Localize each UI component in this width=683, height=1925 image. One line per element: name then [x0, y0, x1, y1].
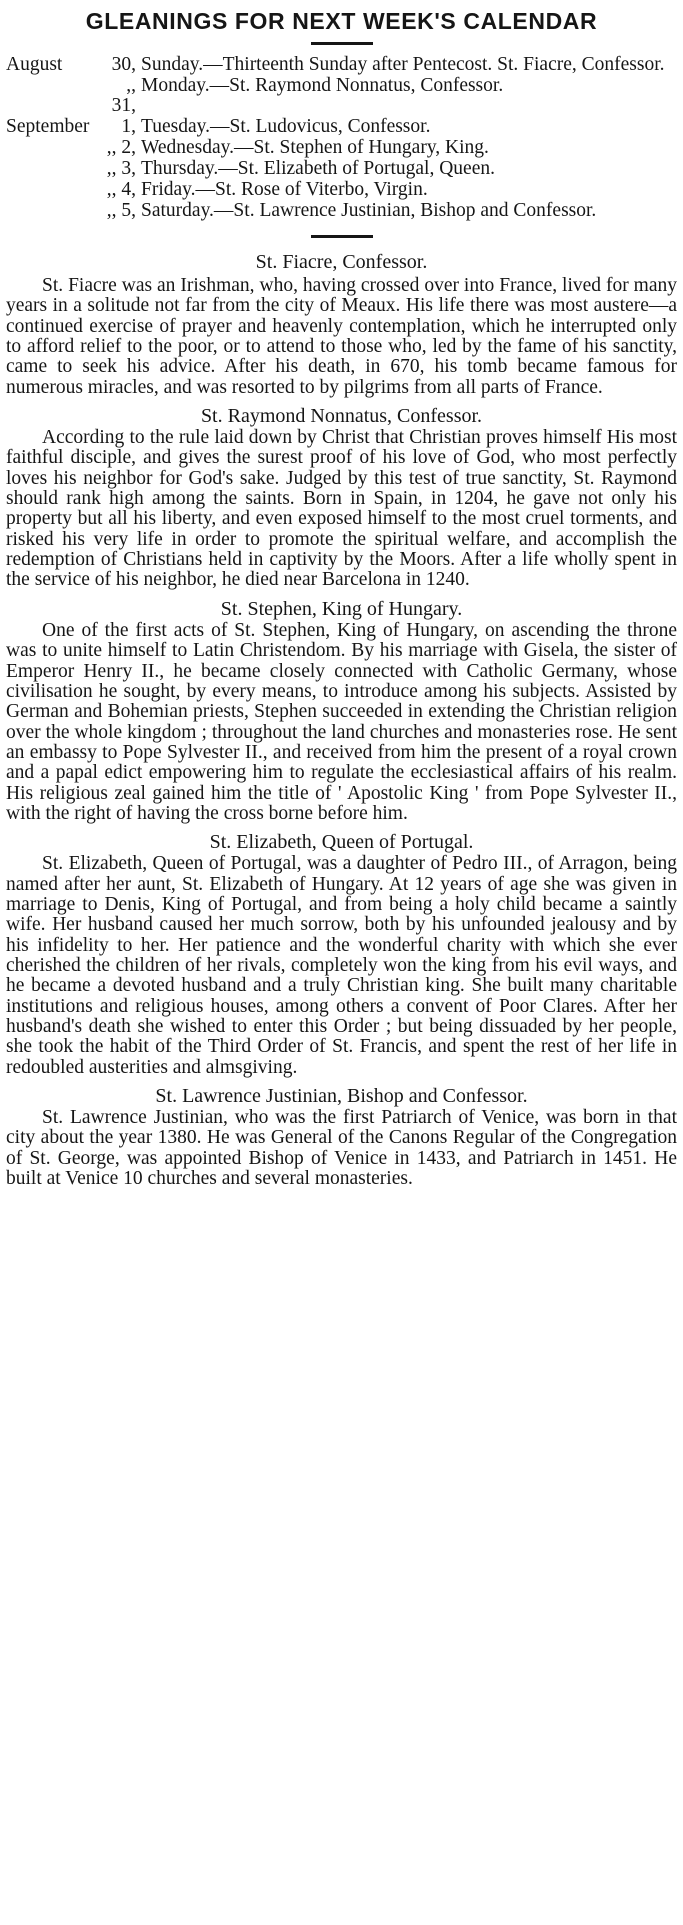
calendar-month: [6, 180, 102, 200]
calendar-day: 30,: [111, 54, 136, 75]
calendar-day: ,, 31,: [111, 75, 136, 116]
calendar-entry: [6, 117, 677, 137]
calendar-text: Saturday.—St. Lawrence Justinian, Bishop and Confessor.: [141, 200, 597, 221]
article-st-elizabeth: [6, 830, 677, 1078]
calendar-month: [6, 201, 102, 221]
calendar-text: Thursday.—St. Elizabeth of Portugal, Queen.: [141, 158, 495, 179]
divider-rule: [311, 42, 373, 45]
article-heading: St. Lawrence Justinian, Bishop and Confessor.: [155, 1085, 528, 1108]
masthead: GLEANINGS FOR NEXT WEEK'S CALENDAR: [85, 8, 598, 34]
divider-rule: [311, 235, 373, 238]
calendar-text: Sunday.—Thirteenth Sunday after Pentecost. St. Fiacre, Confessor.: [141, 54, 665, 75]
article-body: St. Elizabeth, Queen of Portugal, was a daughter of Pedro III., of Arragon, being named after her aunt, St. Elizabeth of Hungary. At 12 years of age she was given in marriage to Denis, King of Portugal, and from being a holy child became a saintly wife. Her husband caused her much sorrow, both by his unfounded jealousy and by his infidelity to her. Her patience and the wonderful charity with which she ever cherished the children of her rivals, completely won the king from his evil ways, and he became a devoted husband and a truly Christian king. She built many charitable institutions and religious houses, among others a convent of Poor Clares. After her husband's death she wished to enter this Order ; but being dissuaded by her people, she took the habit of the Third Order of St. Francis, and spent the rest of her life in redoubled austerities and almsgiving.: [6, 853, 677, 1078]
calendar-text: Monday.—St. Raymond Nonnatus, Confessor.: [141, 75, 504, 96]
calendar-month: [6, 76, 102, 116]
calendar-text: Wednesday.—St. Stephen of Hungary, King.: [141, 137, 489, 158]
calendar-month: August: [6, 54, 63, 75]
calendar-text: Friday.—St. Rose of Viterbo, Virgin.: [141, 179, 428, 200]
article-heading: St. Fiacre, Confessor.: [255, 251, 428, 273]
calendar-day: ,, 4,: [106, 179, 136, 200]
calendar-entry: [6, 55, 677, 75]
calendar-entry: [6, 180, 677, 200]
article-st-raymond: [6, 404, 677, 591]
article-heading: St. Elizabeth, Queen of Portugal.: [209, 831, 474, 854]
article-body: According to the rule laid down by Christ that Christian proves himself His most faithful disciple, and gives the surest proof of his love of God, who most perfectly loves his neighbor for God's sake. Judged by this test of true sanctity, St. Raymond should rank high among the saints. Born in Spain, in 1204, he gave not only his property but all his liberty, and even exposed himself to the most cruel torments, and risked his very life in order to promote the spiritual welfare, and accomplish the redemption of Christians held in captivity by the Moors. After a life wholly spent in the service of his neighbor, he died near Barcelona in 1240.: [6, 427, 677, 591]
calendar-entry: [6, 76, 677, 116]
calendar-month: [6, 138, 102, 158]
calendar-day: ,, 5,: [106, 200, 136, 221]
article-st-stephen: [6, 597, 677, 824]
calendar-entry: [6, 138, 677, 158]
article-heading: St. Raymond Nonnatus, Confessor.: [200, 405, 483, 428]
calendar-entry: [6, 201, 677, 221]
article-body: St. Fiacre was an Irishman, who, having crossed over into France, lived for many years in a solitude not far from the city of Meaux. His life there was most austere—a continued exercise of prayer and heavenly contemplation, which he interrupted only to afford relief to the poor, or to attend to those who, led by the fame of his sanctity, came to seek his advice. After his death, in 670, his tomb became famous for numerous miracles, and was resorted to by pilgrims from all parts of France.: [6, 275, 677, 398]
article-heading: St. Stephen, King of Hungary.: [220, 597, 463, 620]
article-st-fiacre: [6, 250, 677, 398]
calendar-month: [6, 159, 102, 179]
calendar-list: [6, 55, 677, 221]
calendar-month: September: [6, 116, 90, 137]
article-body: One of the first acts of St. Stephen, King of Hungary, on ascending the throne was to unite himself to Latin Christendom. By his marriage with Gisela, the sister of Emperor Henry II., he became closely connected with Catholic Germany, whose civilisation he sought, by every means, to introduce among his subjects. Assisted by German and Bohemian priests, Stephen succeeded in extending the Christian religion over the whole kingdom ; throughout the land churches and monasteries rose. He sent an embassy to Pope Sylvester II., and received from him the present of a royal crown and a papal edict empowering him to regulate the ecclesiastical affairs of his realm. His religious zeal gained him the title of ' Apostolic King ' from Pope Sylvester II., with the right of having the cross borne before him.: [6, 619, 677, 824]
calendar-day: ,, 3,: [106, 158, 136, 179]
calendar-day: ,, 2,: [106, 137, 136, 158]
article-body: St. Lawrence Justinian, who was the first Patriarch of Venice, was born in that city about the year 1380. He was General of the Canons Regular of the Congregation of St. George, was appointed Bishop of Venice in 1433, and Patriarch in 1451. He built at Venice 10 churches and several monasteries.: [6, 1107, 677, 1190]
calendar-text: Tuesday.—St. Ludovicus, Confessor.: [141, 116, 431, 137]
article-st-lawrence: [6, 1084, 677, 1189]
calendar-entry: [6, 159, 677, 179]
calendar-day: 1,: [121, 116, 136, 137]
